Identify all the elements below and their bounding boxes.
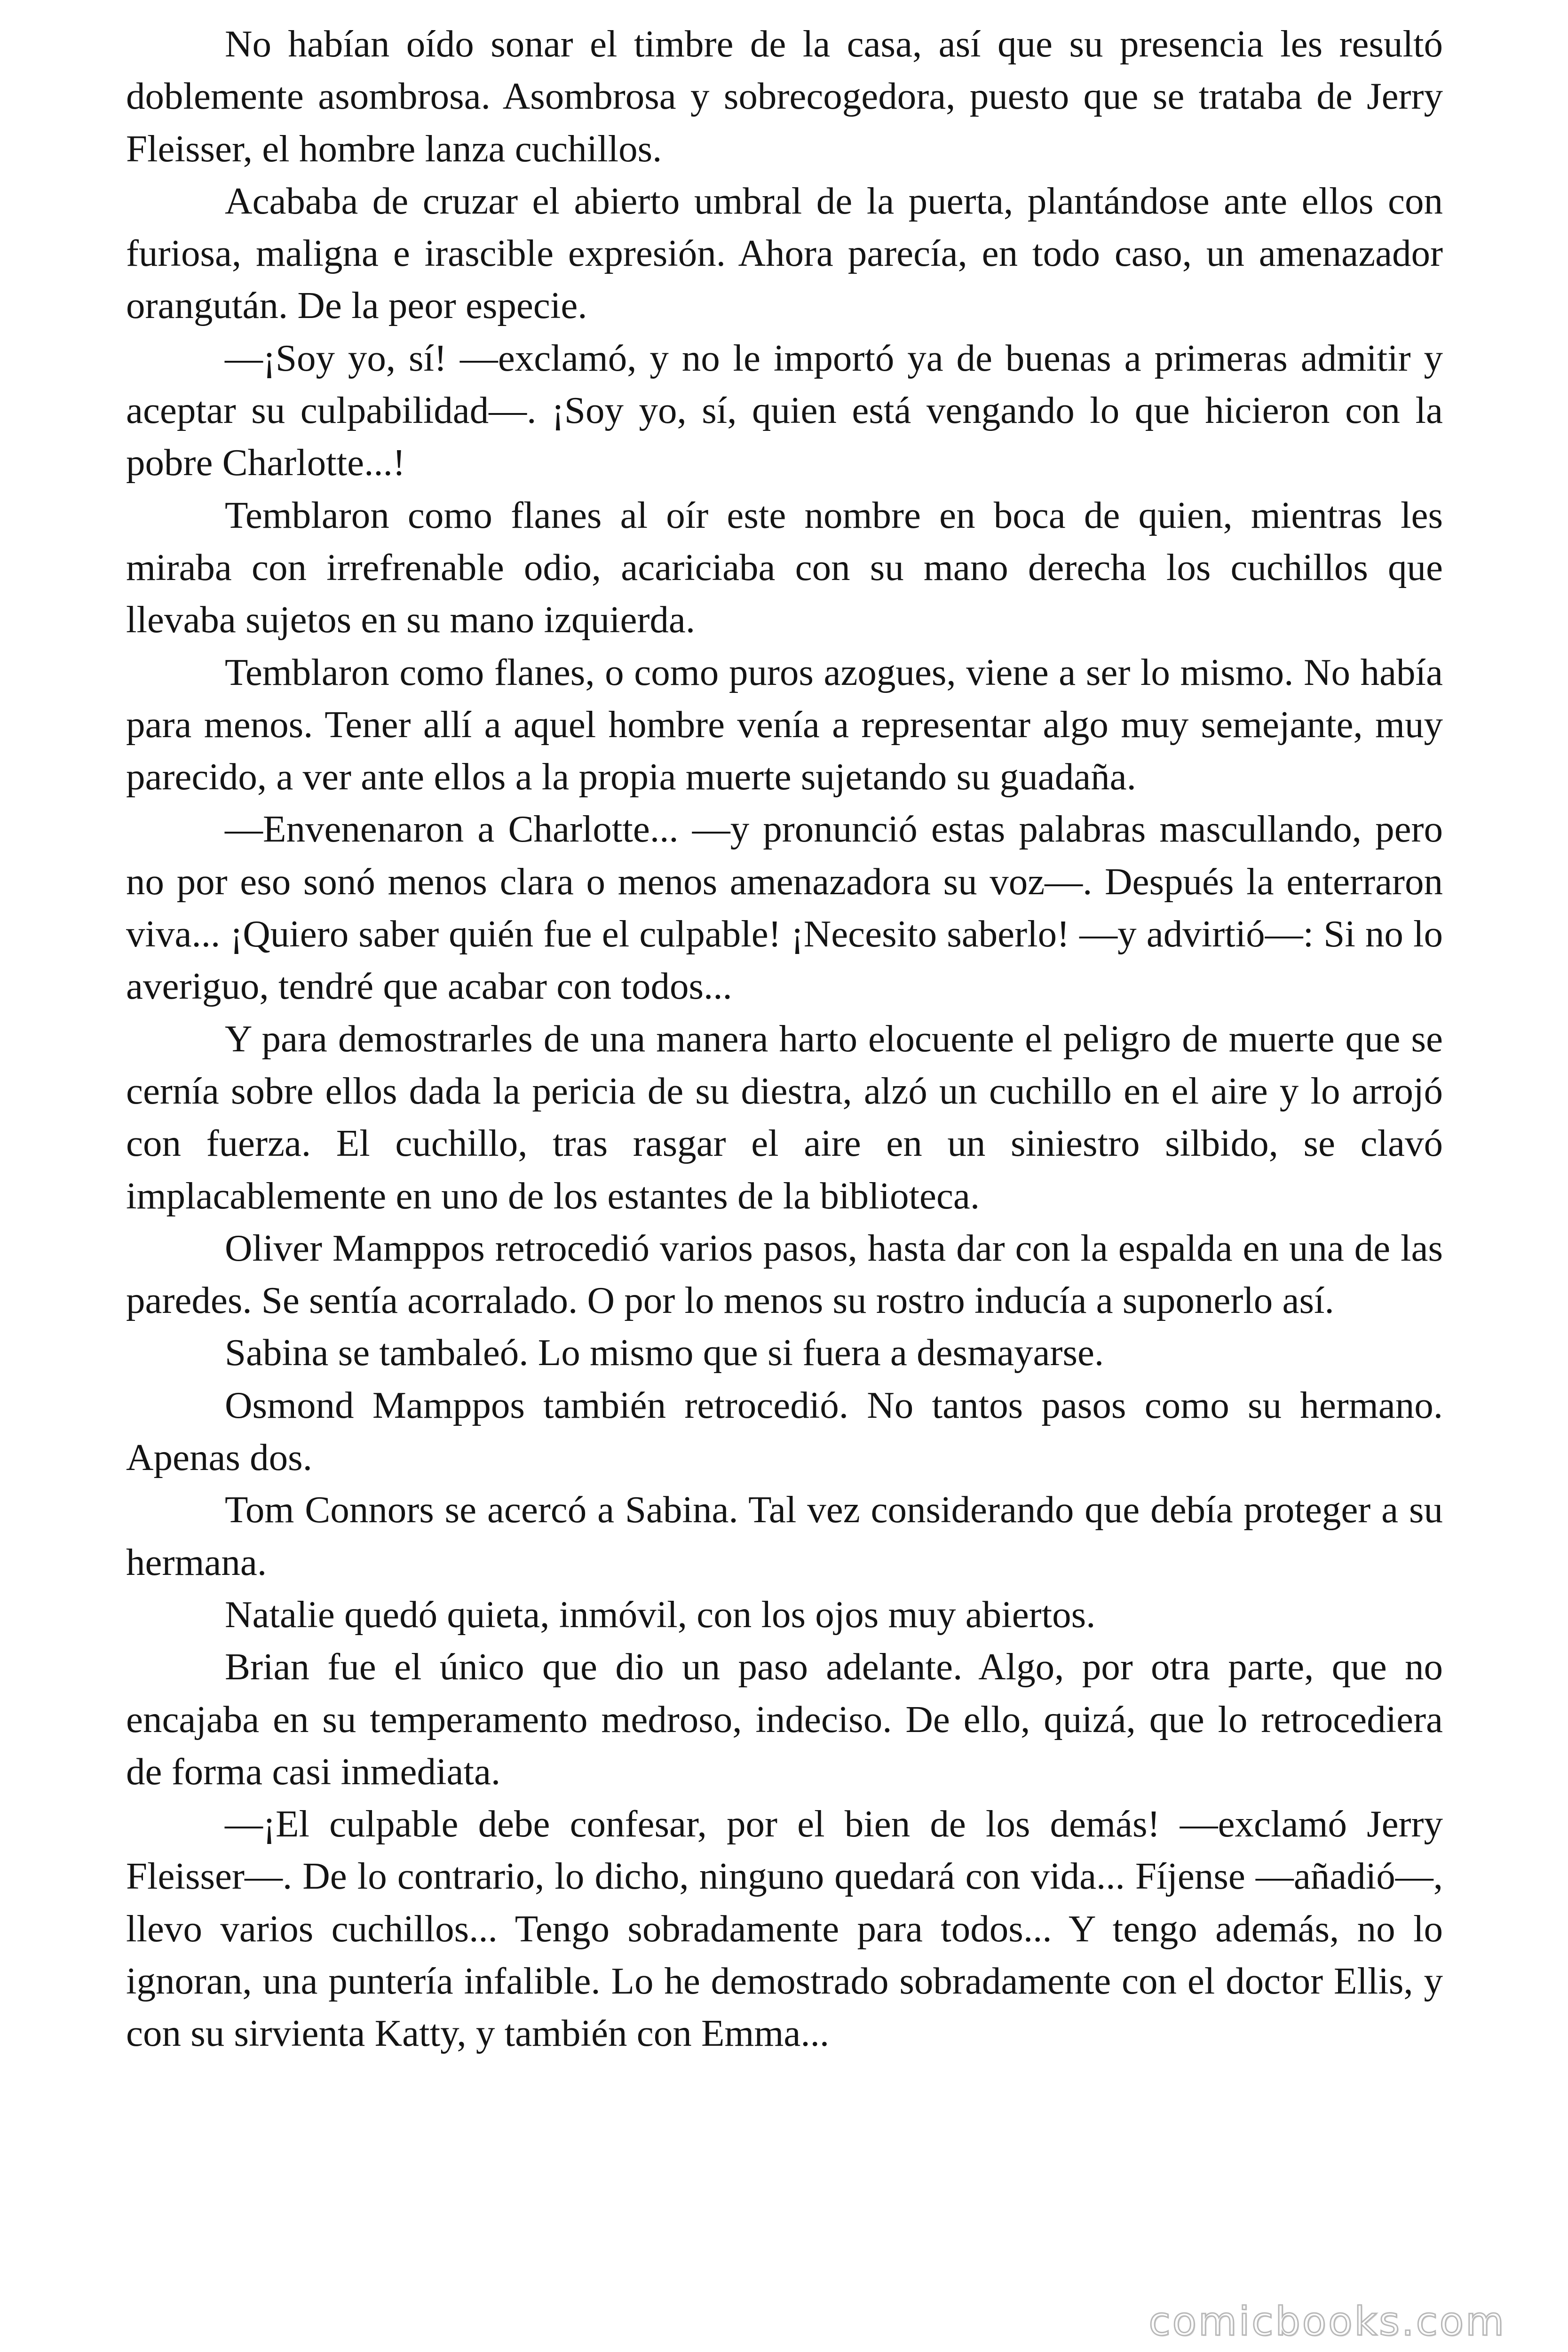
paragraph: Tom Connors se acercó a Sabina. Tal vez considerando que debía proteger a su hermana.	[126, 1488, 1443, 1583]
paragraph: —¡Soy yo, sí! —exclamó, y no le importó ya de buenas a primeras admitir y aceptar su culpabilidad—. ¡Soy yo, sí, quien está vengando lo que hicieron con la pobre Charlotte...!	[126, 336, 1443, 484]
paragraph: Temblaron como flanes, o como puros azogues, viene a ser lo mismo. No había para menos. Tener allí a aquel hombre venía a representar algo muy semejante, muy parecido, a ver ante ellos a la propia muerte sujetando su guadaña.	[126, 651, 1443, 798]
paragraph: Acababa de cruzar el abierto umbral de la puerta, plantándose ante ellos con furiosa, maligna e irascible expresión. Ahora parecía, en todo caso, un amenazador orangután. De la peor especie.	[126, 179, 1443, 327]
paragraph: Y para demostrarles de una manera harto elocuente el peligro de muerte que se cernía sobre ellos dada la pericia de su diestra, alzó un cuchillo en el aire y lo arrojó con fuerza. El cuchillo, tras rasgar el aire en un siniestro silbido, se clavó implacablemente en uno de los estantes de la biblioteca.	[126, 1017, 1443, 1217]
page-text	[126, 18, 1443, 2060]
paragraph: Temblaron como flanes al oír este nombre en boca de quien, mientras les miraba con irrefrenable odio, acariciaba con su mano derecha los cuchillos que llevaba sujetos en su mano izquierda.	[126, 493, 1443, 641]
paragraph: Osmond Mamppos también retrocedió. No tantos pasos como su hermano. Apenas dos.	[126, 1383, 1443, 1479]
paragraph: Brian fue el único que dio un paso adelante. Algo, por otra parte, que no encajaba en su temperamento medroso, indeciso. De ello, quizá, que lo retrocediera de forma casi inmediata.	[126, 1645, 1443, 1793]
paragraph: Natalie quedó quieta, inmóvil, con los ojos muy abiertos.	[225, 1593, 1096, 1636]
paragraph: Sabina se tambaleó. Lo mismo que si fuera a desmayarse.	[225, 1331, 1104, 1374]
watermark: comicbooks.com	[1148, 2298, 1506, 2344]
paragraph: —Envenenaron a Charlotte... —y pronunció estas palabras mascullando, pero no por eso sonó menos clara o menos amenazadora su voz—. Después la enterraron viva... ¡Quiero saber quién fue el culpable! ¡Necesito saberlo! —y advirtió—: Si no lo averiguo, tendré que acabar con todos...	[126, 808, 1443, 1008]
paragraph: Oliver Mamppos retrocedió varios pasos, hasta dar con la espalda en una de las paredes. Se sentía acorralado. O por lo menos su rostro inducía a suponerlo así.	[126, 1226, 1443, 1322]
paragraph: —¡El culpable debe confesar, por el bien de los demás! —exclamó Jerry Fleisser—. De lo contrario, lo dicho, ninguno quedará con vida... Fíjense —añadió—, llevo varios cuchillos... Tengo sobradamente para todos... Y tengo además, no lo ignoran, una puntería infalible. Lo he demostrado sobradamente con el doctor Ellis, y con su sirvienta Katty, y también con Emma...	[126, 1803, 1443, 2055]
paragraph: No habían oído sonar el timbre de la casa, así que su presencia les resultó doblemente asombrosa. Asombrosa y sobrecogedora, puesto que se trataba de Jerry Fleisser, el hombre lanza cuchillos.	[126, 23, 1443, 170]
